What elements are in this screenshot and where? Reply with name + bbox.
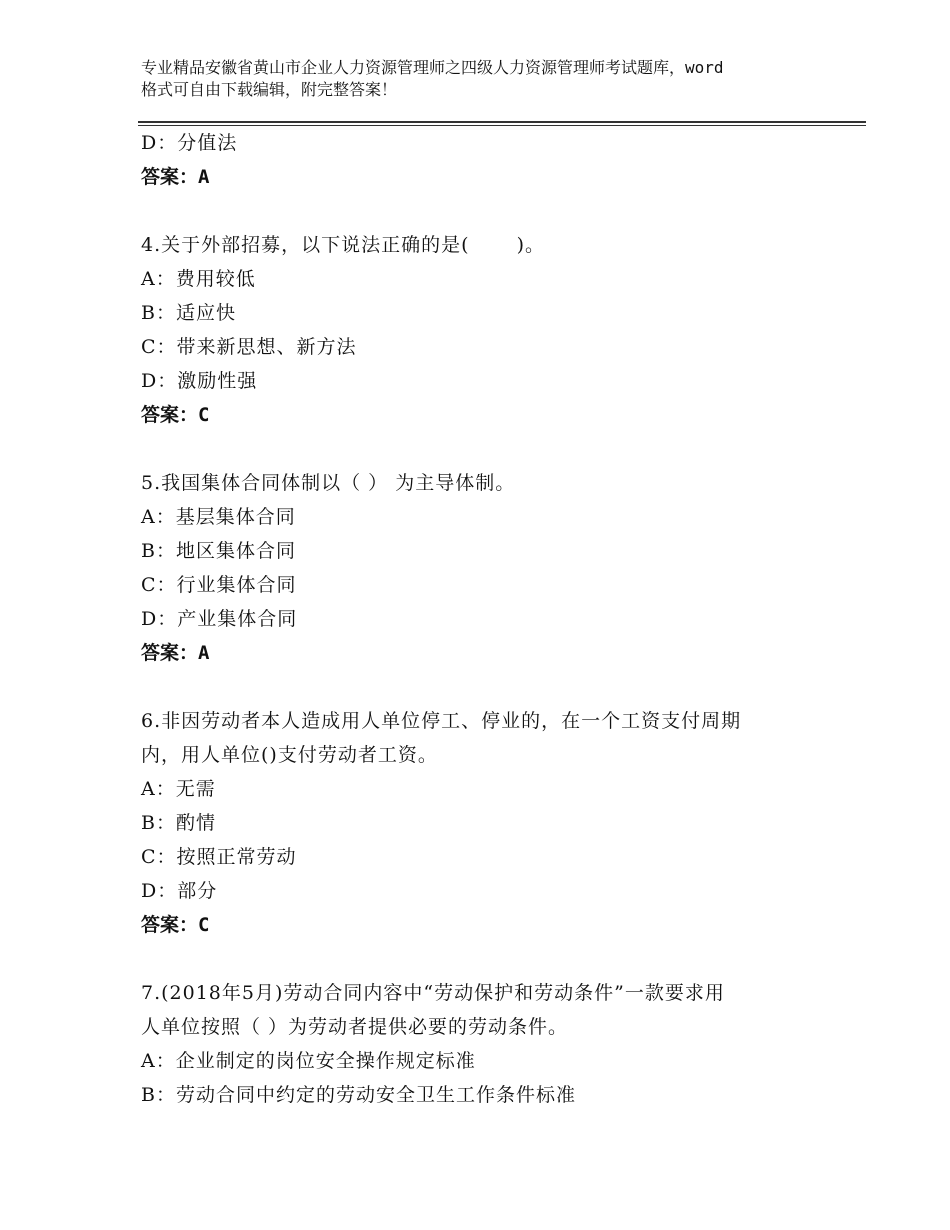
option-a: A：基层集体合同 [141,506,296,528]
option-d: D：激励性强 [141,370,258,392]
answer [141,908,841,942]
answer-value: A [198,166,210,188]
header-divider-thick [138,121,866,123]
option-d: D：分值法 [141,132,238,154]
header-line-1: 专业精品安徽省黄山市企业人力资源管理师之四级人力资源管理师考试题库，word [141,58,724,77]
option-c: C：行业集体合同 [141,574,297,596]
answer [141,160,841,194]
answer-value: A [198,642,210,664]
spacer [141,942,841,976]
question-3-tail [141,126,841,194]
page-header [141,57,841,101]
question-4 [141,228,841,432]
option-b: B：劳动合同中约定的劳动安全卫生工作条件标准 [141,1084,576,1106]
answer-value: C [198,404,210,426]
spacer [141,432,841,466]
spacer [141,194,841,228]
question-stem-line-2: 人单位按照（ ）为劳动者提供必要的劳动条件。 [141,1016,569,1038]
option-d: D：产业集体合同 [141,608,298,630]
answer-value: C [198,914,210,936]
question-6 [141,704,841,942]
question-stem-line-1: 7.(2018年5月)劳动合同内容中“劳动保护和劳动条件”一款要求用 [141,982,725,1004]
answer-label: 答案： [141,404,199,426]
option-b: B：地区集体合同 [141,540,296,562]
option-a: A：企业制定的岗位安全操作规定标准 [141,1050,476,1072]
question-stem: 4.关于外部招募，以下说法正确的是( )。 [141,234,545,256]
option-c: C：带来新思想、新方法 [141,336,357,358]
question-list [141,126,841,1112]
spacer [141,670,841,704]
answer [141,636,841,670]
option-b: B：适应快 [141,302,236,324]
answer [141,398,841,432]
option-a: A：费用较低 [141,268,256,290]
header-line-2: 格式可自由下载编辑，附完整答案！ [141,80,398,99]
answer-label: 答案： [141,642,199,664]
option-b: B：酌情 [141,812,216,834]
question-7 [141,976,841,1112]
option-c: C：按照正常劳动 [141,846,297,868]
question-stem-line-2: 内，用人单位()支付劳动者工资。 [141,744,438,766]
question-stem: 5.我国集体合同体制以（ ） 为主导体制。 [141,472,516,494]
question-stem-line-1: 6.非因劳动者本人造成用人单位停工、停业的，在一个工资支付周期 [141,710,742,732]
question-5 [141,466,841,670]
option-a: A：无需 [141,778,216,800]
answer-label: 答案： [141,166,199,188]
option-d: D：部分 [141,880,218,902]
answer-label: 答案： [141,914,199,936]
